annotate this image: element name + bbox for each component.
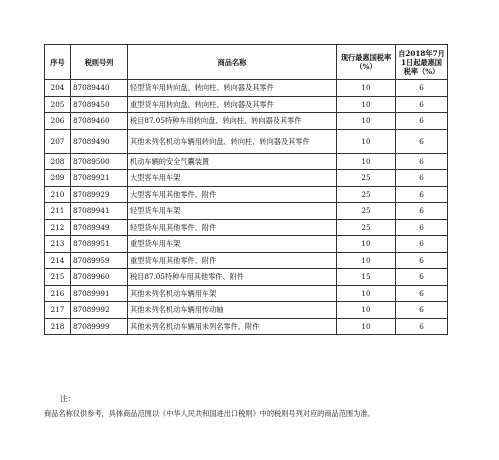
cell-new-rate: 6 [396, 318, 448, 335]
cell-tariff-code: 87089929 [71, 186, 128, 203]
cell-new-rate: 6 [396, 80, 448, 97]
table-row [45, 113, 448, 130]
cell-current-rate: 10 [337, 129, 396, 153]
cell-serial-number: 214 [45, 252, 71, 269]
cell-product-name: 其他未列名机动车辆用车架 [128, 285, 337, 302]
cell-product-name: 重型货车用车架 [128, 236, 337, 253]
cell-current-rate: 10 [337, 252, 396, 269]
cell-product-name: 其他未列名机动车辆用转向盘、转向柱、转向器及其零件 [128, 129, 337, 153]
cell-serial-number: 204 [45, 80, 71, 97]
table-row [45, 302, 448, 319]
table-header [45, 45, 448, 80]
cell-product-name: 大型客车用车架 [128, 170, 337, 187]
cell-current-rate: 10 [337, 318, 396, 335]
cell-tariff-code: 87089921 [71, 170, 128, 187]
cell-serial-number: 208 [45, 153, 71, 170]
cell-product-name: 轻型货车用其他零件、附件 [128, 219, 337, 236]
cell-product-name: 重型货车用其他零件、附件 [128, 252, 337, 269]
note-text: 商品名称仅供参考，具体商品范围以《中华人民共和国进出口税则》中的税则号列对应的商品范围为准。 [44, 409, 375, 418]
cell-serial-number: 210 [45, 186, 71, 203]
cell-new-rate: 6 [396, 170, 448, 187]
table-row [45, 96, 448, 113]
cell-product-name: 轻型货车用车架 [128, 203, 337, 220]
cell-product-name: 轻型货车用转向盘、转向柱、转向器及其零件 [128, 80, 337, 97]
cell-current-rate: 25 [337, 170, 396, 187]
cell-serial-number: 206 [45, 113, 71, 130]
cell-current-rate: 10 [337, 285, 396, 302]
cell-serial-number: 217 [45, 302, 71, 319]
cell-new-rate: 6 [396, 269, 448, 286]
table-row [45, 219, 448, 236]
cell-tariff-code: 87089951 [71, 236, 128, 253]
cell-tariff-code: 87089500 [71, 153, 128, 170]
cell-current-rate: 25 [337, 203, 396, 220]
cell-tariff-code: 87089949 [71, 219, 128, 236]
cell-current-rate: 10 [337, 113, 396, 130]
cell-tariff-code: 87089460 [71, 113, 128, 130]
cell-product-name: 机动车辆的安全气囊装置 [128, 153, 337, 170]
cell-new-rate: 6 [396, 96, 448, 113]
cell-tariff-code: 87089991 [71, 285, 128, 302]
cell-new-rate: 6 [396, 285, 448, 302]
table-row [45, 269, 448, 286]
cell-serial-number: 211 [45, 203, 71, 220]
header-new-rate: 自2018年7月1日起最惠国税率（%） [396, 45, 448, 80]
cell-tariff-code: 87089941 [71, 203, 128, 220]
cell-new-rate: 6 [396, 252, 448, 269]
cell-tariff-code: 87089960 [71, 269, 128, 286]
header-current-rate: 现行最惠国税率（%） [337, 45, 396, 80]
cell-current-rate: 15 [337, 269, 396, 286]
cell-current-rate: 10 [337, 153, 396, 170]
cell-current-rate: 10 [337, 302, 396, 319]
table-row [45, 80, 448, 97]
cell-tariff-code: 87089490 [71, 129, 128, 153]
table-row [45, 318, 448, 335]
cell-serial-number: 205 [45, 96, 71, 113]
cell-tariff-code: 87089999 [71, 318, 128, 335]
table-row [45, 285, 448, 302]
cell-new-rate: 6 [396, 129, 448, 153]
cell-current-rate: 25 [337, 186, 396, 203]
cell-serial-number: 207 [45, 129, 71, 153]
cell-new-rate: 6 [396, 302, 448, 319]
cell-serial-number: 213 [45, 236, 71, 253]
table-row [45, 170, 448, 187]
cell-tariff-code: 87089992 [71, 302, 128, 319]
tariff-table [44, 44, 448, 335]
cell-current-rate: 10 [337, 236, 396, 253]
cell-serial-number: 216 [45, 285, 71, 302]
cell-new-rate: 6 [396, 113, 448, 130]
cell-current-rate: 10 [337, 96, 396, 113]
cell-tariff-code: 87089440 [71, 80, 128, 97]
cell-product-name: 其他未列名机动车辆用未列名零件、附件 [128, 318, 337, 335]
table-row [45, 236, 448, 253]
note-label: 注： [60, 394, 75, 403]
cell-tariff-code: 87089959 [71, 252, 128, 269]
cell-product-name: 税目87.05特种车用转向盘、转向柱、转向器及其零件 [128, 113, 337, 130]
cell-new-rate: 6 [396, 186, 448, 203]
cell-tariff-code: 87089450 [71, 96, 128, 113]
cell-product-name: 其他未列名机动车辆用传动轴 [128, 302, 337, 319]
cell-serial-number: 209 [45, 170, 71, 187]
cell-current-rate: 10 [337, 80, 396, 97]
table-row [45, 186, 448, 203]
header-tariff-code: 税则号列 [71, 45, 128, 80]
cell-serial-number: 215 [45, 269, 71, 286]
cell-product-name: 重型货车用转向盘、转向柱、转向器及其零件 [128, 96, 337, 113]
table-row [45, 153, 448, 170]
cell-product-name: 大型客车用其他零件、附件 [128, 186, 337, 203]
cell-new-rate: 6 [396, 236, 448, 253]
cell-new-rate: 6 [396, 203, 448, 220]
cell-current-rate: 25 [337, 219, 396, 236]
header-serial-number: 序号 [45, 45, 71, 80]
cell-serial-number: 218 [45, 318, 71, 335]
header-row [45, 45, 448, 80]
table-row [45, 129, 448, 153]
cell-new-rate: 6 [396, 219, 448, 236]
table-row [45, 203, 448, 220]
table-row [45, 252, 448, 269]
table-body [45, 80, 448, 335]
tariff-document [44, 44, 447, 335]
cell-serial-number: 212 [45, 219, 71, 236]
cell-new-rate: 6 [396, 153, 448, 170]
cell-product-name: 税目87.05特种车用其他零件、附件 [128, 269, 337, 286]
header-product-name: 商品名称 [128, 45, 337, 80]
